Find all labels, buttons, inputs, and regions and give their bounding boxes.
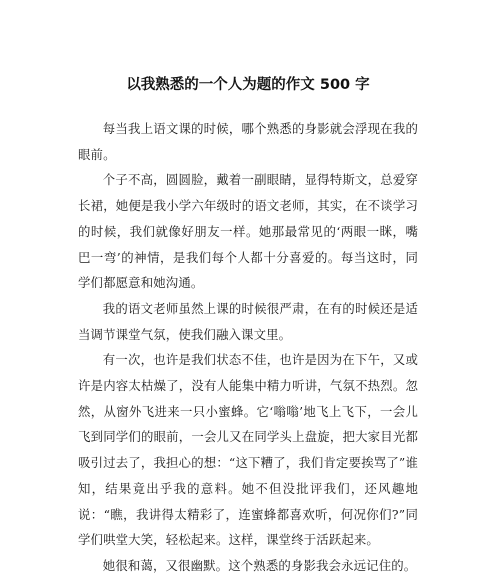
paragraph-3: 我的语文老师虽然上课的时候很严肃，在有的时候还是适当调节课堂气氛，使我们融入课文里。 bbox=[78, 300, 418, 342]
paragraph-1: 每当我上语文课的时候，哪个熟悉的身影就会浮现在我的眼前。 bbox=[78, 121, 418, 162]
document-title: 以我熟悉的一个人为题的作文 500 字 bbox=[126, 77, 370, 93]
paragraph-5: 她很和蔼，又很幽默。这个熟悉的身影我会永远记住的。 bbox=[102, 557, 417, 573]
paragraph-4: 有一次，也许是我们状态不佳，也许是因为在下午，又或许是内容太枯燥了，没有人能集中精力听讲，气氛不热烈。忽然，从窗外飞进来一只小蜜蜂。它‘嗡嗡’地飞上飞下，一会儿飞到同学们的眼前，一会儿又在同学头上盘旋，把大家目光都吸引过去了，我担心的想：“这下糟了，我们肯定要挨骂了”谁知，结果竟出乎我的意料。她不但没批评我们，还风趣地说：“瞧，我讲得太精彩了，连蜜蜂都喜欢听，何况你们?”同学们哄堂大笑，轻松起来。这样，课堂终于活跃起来。 bbox=[78, 352, 418, 548]
paragraph-2: 个子不高，圆圆脸，戴着一副眼睛，显得特斯文，总爱穿长裙，她便是我小学六年级时的语文老师，其实，在不谈学习的时候，我们就像好朋友一样。她那最常见的‘两眼一眯，嘴巴一弯’的神情，是我们每个人都十分喜爱的。每当这时，同学们都愿意和她沟通。 bbox=[78, 172, 418, 291]
